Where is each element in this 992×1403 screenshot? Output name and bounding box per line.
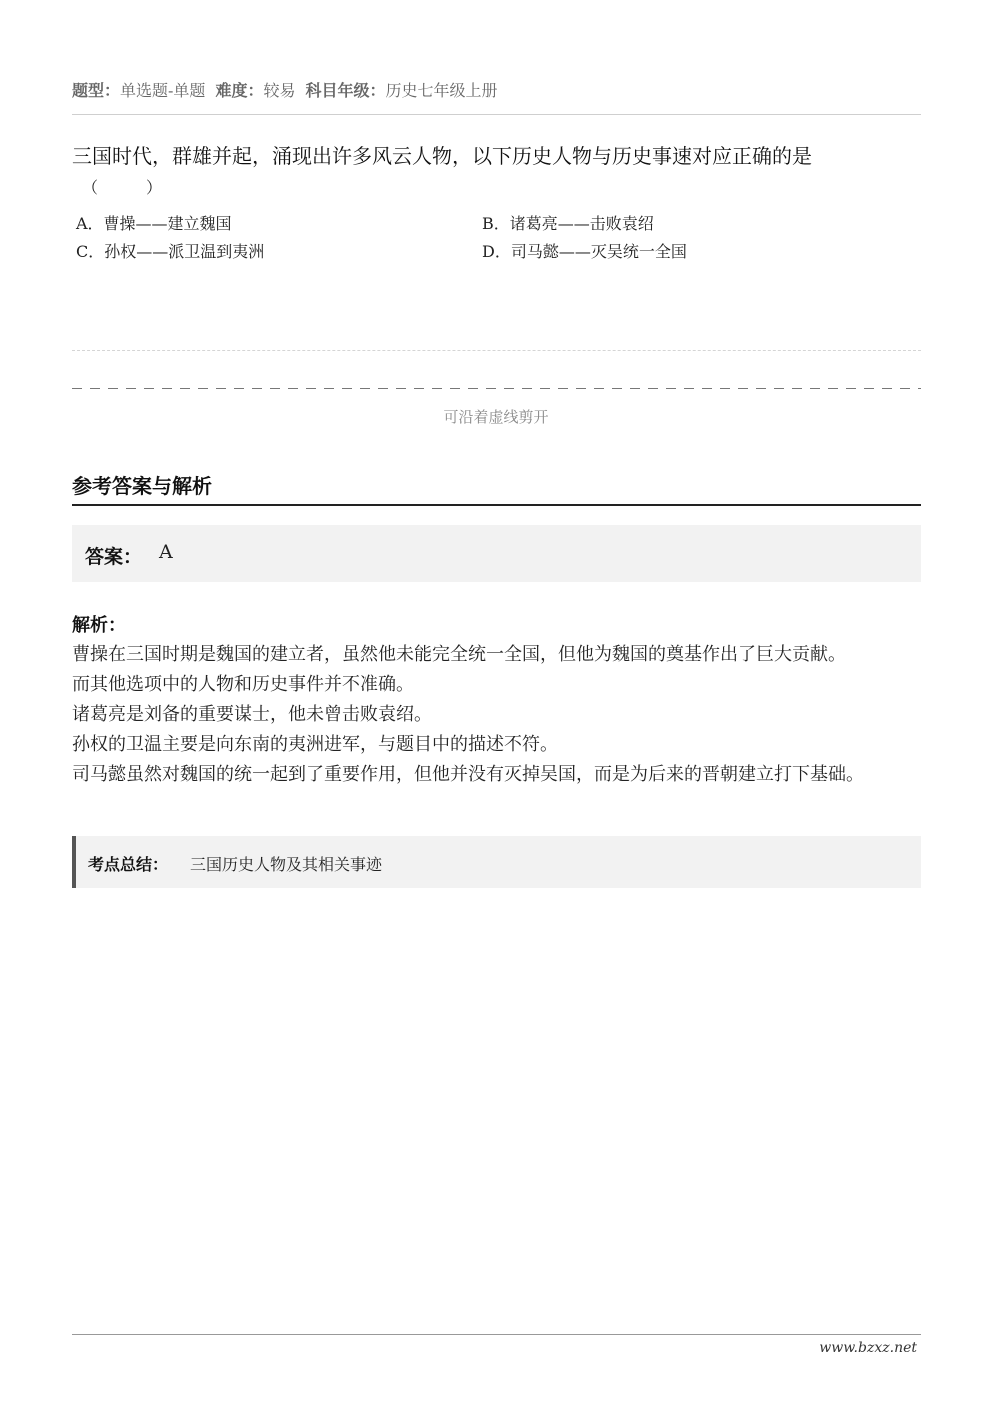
answer-section-heading: 参考答案与解析 — [72, 474, 212, 498]
cut-hint: 可沿着虚线剪开 — [443, 408, 549, 426]
option-b: B．诸葛亮——击败袁绍 — [482, 214, 654, 233]
footer-divider — [72, 1334, 921, 1335]
explanation-line: 孙权的卫温主要是向东南的夷洲进军，与题目中的描述不符。 — [72, 734, 558, 755]
explanation-line: 诸葛亮是刘备的重要谋士，他未曾击败袁绍。 — [72, 704, 432, 725]
meta-divider — [72, 114, 921, 115]
type-label: 题型： — [72, 81, 121, 100]
difficulty-value: 较易 — [263, 81, 296, 100]
question-stem: 三国时代，群雄并起，涌现出许多风云人物，以下历史人物与历史事速对应正确的是 — [72, 144, 812, 168]
explanation-line: 而其他选项中的人物和历史事件并不准确。 — [72, 674, 414, 695]
type-value: 单选题-单题 — [120, 81, 206, 100]
answer-value: A — [159, 541, 173, 563]
answer-blank: （ ） — [82, 178, 163, 197]
keypoint-box — [72, 836, 921, 888]
answer-box — [72, 525, 921, 582]
cut-line — [72, 388, 921, 389]
answer-heading-divider — [72, 504, 921, 506]
answer-area-divider — [72, 350, 921, 351]
option-a: A．曹操——建立魏国 — [76, 214, 232, 233]
subject-label: 科目年级： — [305, 81, 386, 100]
explanation-line: 司马懿虽然对魏国的统一起到了重要作用，但他并没有灭掉吴国，而是为后来的晋朝建立打下基础。 — [72, 764, 864, 785]
question-meta — [72, 78, 498, 101]
keypoint-value: 三国历史人物及其相关事迹 — [190, 855, 383, 874]
footer-url: www.bzxz.net — [819, 1340, 917, 1356]
answer-label: 答案： — [85, 546, 143, 568]
explanation-text — [72, 640, 922, 790]
difficulty-label: 难度： — [215, 81, 264, 100]
option-d: D．司马懿——灭吴统一全国 — [482, 242, 687, 261]
explanation-label: 解析： — [72, 615, 126, 636]
option-c: C．孙权——派卫温到夷洲 — [76, 242, 265, 261]
keypoint-label: 考点总结： — [88, 855, 169, 874]
explanation-line: 曹操在三国时期是魏国的建立者，虽然他未能完全统一全国，但他为魏国的奠基作出了巨大贡献。 — [72, 644, 846, 665]
subject-value: 历史七年级上册 — [385, 81, 498, 100]
